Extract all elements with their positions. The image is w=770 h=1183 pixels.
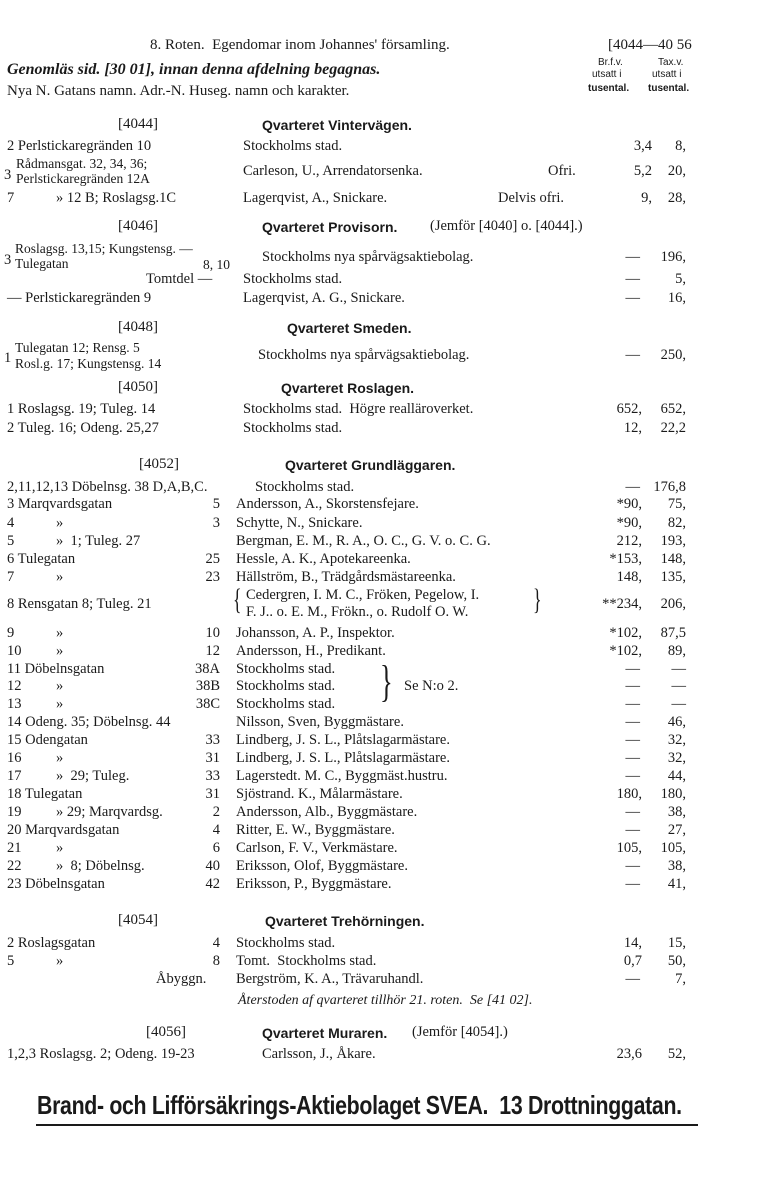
col2-head: Tax.v. [658,57,684,68]
section-code: [4054] [118,912,158,928]
section-name: Qvarteret Muraren. [262,1025,388,1041]
col1-head: Br.f.v. [598,57,623,68]
col1-unit: tusental. [588,83,630,94]
section-name: Qvarteret Vintervägen. [262,117,412,133]
directory-page: 8. Roten. Egendomar inom Johannes' församling. [4044—40 56 Genomläs sid. [30 01], innan denna afdelning begagnas. Nya N. Gatans namn. Adr.-N. Huseg. namn och karakter. Br.f.v. Tax.v. utsatt i utsatt i tusental. tusental. [4044] Qvarteret Vintervägen. 2 Perlstickaregränden 10 Stockholms stad. 3,4 8, Rådmansgat. 32, 34, 36; 3 Perlstickaregränden 12A Carleson, U., Arrendatorsenka. Ofri. 5,2 20, 7 » 12 B; Roslagsg.1C Lagerqvist, A., Snickare. Delvis ofri. 9, 28, [4046] Qvarteret Provisorn. (Jemför [4040] o. [4044].) Roslagsg. 13,15; Kungstensg. — 3 Tulegatan 8, 10 Stockholms nya spårvägsaktiebolag. — 196, Tomtdel — Stockholms stad. — 5, — Perlstickaregränden 9 Lagerqvist, A. G., Snickare. — 16, [4048] Qvarteret Smeden. Tulegatan 12; Rensg. 5 1 Rosl.g. 17; Kungstensg. 14 Stockholms nya spårvägsaktiebolag. — 250, [4050] Qvarteret Roslagen. 1 Roslagsg. 19; Tuleg. 14 Stockholms stad. Högre realläroverket. 652, 652, 2 Tuleg. 16; Odeng. 25,27 Stockholms stad. 12, 22,2 [4052] Qvarteret Grundläggaren. 2,11,12,13 Döbelnsg. 38 D,A,B,C. Stockholms stad. — 176,8 3 Marqvardsgatan 5 Andersson, A., Skorstensfejare. *90, 75, 4 » 3 Schytte, N., Snickare. *90, 82, 5 » 1; Tuleg. 27 Bergman, E. M., R. A., O. C., G. V. o. C. G. 212, 193, 6 Tulegatan 25 Hessle, A. K., Apotekareenka. *153, 148, 7 » 23 Hällström, B., Trädgårdsmästareenka. 148, 135, { Cedergren, I. M. C., Fröken, Pegelow, I. 8 Rensgatan 8; Tuleg. 21 F. J.. o. E. M., Frökn., o. Rudolf O. W. } **234, 206, 9 » 10 Johansson, A. P., Inspektor. *102, 87,5 10 » 12 Andersson, H., Predikant. *102, 89, 11 Döbelnsgatan 38A Stockholms stad. — — 12 » 38B Stockholms stad. } Se N:o 2. — — 13 » 38C Stockholms stad. — — 14 Odeng. 35; Döbelnsg. 44 Nilsson, Sven, Byggmästare. — 46, 15 Odengatan 33 Lindberg, J. S. L., Plåtslagarmästare. — 32, 16 » 31 Lindberg, J. S. L., Plåtslagarmästare. — 32, 17 » 29; Tuleg. 33 Lagerstedt. M. C., Byggmäst.hustru. — 44, 18 Tulegatan 31 Sjöstrand. K., Målarmästare. 180, 180, 19 » 29; Marqvardsg. 2 Andersson, Alb., Byggmästare. — 38, 20 Marqvardsgatan 4 Ritter, E. W., Byggmästare. — 27, 21 » 6 Carlson, F. V., Verkmästare. 105, 105, 22 » 8; Döbelnsg. 40 Eriksson, Olof, Byggmästare. — 38, 23 Döbelnsgatan 42 Eriksson, P., Byggmästare. — 41, [4054] Qvarteret Trehörningen. 2 Roslagsgatan 4 Stockholms stad. 14, 15, 5 » 8 Tomt. Stockholms stad. 0,7 50, Åbyggn. Bergström, K. A., Trävaruhandl. — 7, Återstoden af qvarteret tillhör 21. roten. Se [41 02]. [4056] Qvarteret Muraren. (Jemför [4054].) 1,2,3 Roslagsg. 2; Odeng. 19-23 Carlsson, J., Åkare. 23,6 52, Brand- och Lifförsäkrings-Aktiebolaget SVEA. 13 Drottninggatan. [0,0,770,1183]
col1-sub: utsatt i [592,69,622,80]
page-heading: 8. Roten. Egendomar inom Johannes' församling. [150,37,450,53]
col2-sub: utsatt i [652,69,682,80]
usage-note: Genomläs sid. [30 01], innan denna afdelning begagnas. [7,61,381,78]
section-name: Qvarteret Smeden. [287,320,412,336]
section-code: [4044] [118,116,158,132]
banner-underline [36,1124,698,1126]
section-note: (Jemför [4040] o. [4044].) [430,218,583,234]
section-note: (Jemför [4054].) [412,1024,508,1040]
section-code: [4052] [139,456,179,472]
remainder-note: Återstoden af qvarteret tillhör 21. roten. Se [41 02]. [238,993,533,1008]
section-name: Qvarteret Grundläggaren. [285,457,456,473]
advertisement-banner: Brand- och Lifförsäkrings-Aktiebolaget SVEA. 13 Drottninggatan. [37,1090,682,1120]
page-range: [4044—40 56 [608,37,692,53]
section-code: [4048] [118,319,158,335]
section-code: [4056] [146,1024,186,1040]
section-code: [4046] [118,218,158,234]
column-description: Nya N. Gatans namn. Adr.-N. Huseg. namn och karakter. [7,83,350,99]
brace-right: } [380,657,393,706]
brace-left: { [233,583,242,616]
section-name: Qvarteret Provisorn. [262,219,398,235]
col2-unit: tusental. [648,83,690,94]
section-code: [4050] [118,379,158,395]
section-name: Qvarteret Trehörningen. [265,913,425,929]
section-name: Qvarteret Roslagen. [281,380,415,396]
brace-right: } [533,583,542,616]
